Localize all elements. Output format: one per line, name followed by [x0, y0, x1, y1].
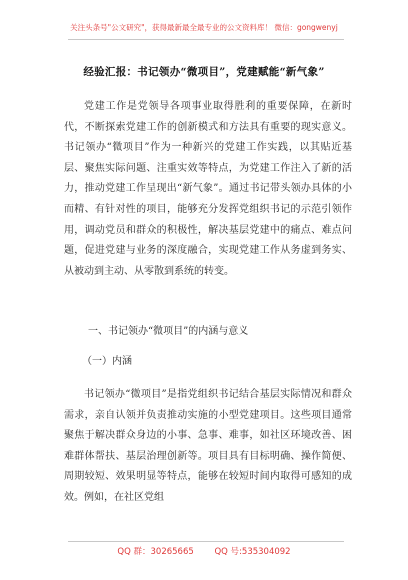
qq-number-label: QQ 号:: [214, 547, 242, 557]
qq-number: [214, 547, 290, 557]
section-body: [64, 385, 352, 509]
body-paragraph: 党建工作是党领导各项事业取得胜利的重要保障，在新时代，不断探索党建工作的创新模式和方法具有重要的现实意义。书记领办“微项目”作为一种新兴的党建工作实践，以其贴近基层、聚焦实际问题、注重实效等特点，为党建工作注入了新的活力，推动党建工作呈现出“新气象”。通过书记带头领办具体的小而精、有针对性的项目，能够充分发挥党组织书记的示范引领作用，调动党员和群众的积极性，解决基层党建中的痛点、难点问题，促进党建与业务的深度融合，实现党建工作从务虚到务实、从被动到主动、从零散到系统的转变。: [64, 101, 352, 277]
qq-group-label: QQ 群：: [117, 547, 151, 557]
qq-group-number: 30265665: [150, 547, 194, 557]
intro-section: [64, 97, 352, 282]
header-banner: 关注头条号"公文研究"，获得最新最全最专业的公文资料库！ 微信：gongwenyj: [70, 23, 338, 32]
footer-divider: [68, 541, 344, 542]
qq-group: [117, 547, 193, 557]
subsection-heading: （一）内涵: [82, 356, 132, 367]
document-title: 经验汇报：书记领办“微项目”，党建赋能“新气象”: [83, 66, 325, 78]
body-paragraph: 书记领办“微项目”是指党组织书记结合基层实际情况和群众需求，亲自认领并负责推动实施的小型党建项目。这些项目通常聚焦于解决群众身边的小事、急事、难事，如社区环境改善、困难群体帮扶、基层治理创新等。项目具有目标明确、操作简便、周期较短、效果明显等特点，能够在较短时间内取得可感知的成效。例如，在社区党组: [64, 389, 352, 503]
qq-number-value: 535304092: [241, 547, 291, 557]
header-divider: [68, 39, 344, 40]
footer-contact: [0, 545, 408, 557]
section-heading: 一、书记领办“微项目”的内涵与意义: [88, 326, 249, 337]
